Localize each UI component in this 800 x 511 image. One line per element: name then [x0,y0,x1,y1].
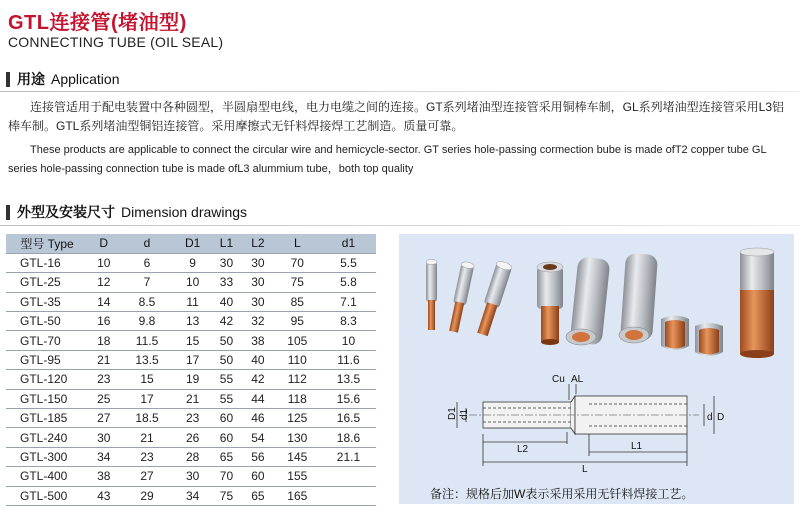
value-cell: 40 [211,292,242,311]
value-cell: 85 [274,292,321,311]
table-header-row [6,234,376,253]
product-illustration-panel [399,234,794,504]
tube-small-1 [426,260,437,331]
value-cell: 40 [242,350,273,369]
model-cell: GTL-50 [6,312,88,331]
application-heading-en: Application [51,71,120,87]
value-cell: 17 [175,350,211,369]
value-cell: 30 [242,273,273,292]
model-cell: GTL-95 [6,350,88,369]
table-row [6,273,376,292]
dimension-heading-en: Dimension drawings [121,204,248,220]
column-header: d1 [321,234,376,253]
page-title: GTL连接管(堵油型) [8,12,187,34]
label-al: AL [571,374,584,385]
value-cell: 42 [211,312,242,331]
value-cell: 155 [274,467,321,486]
value-cell: 12 [88,273,119,292]
value-cell: 55 [211,389,242,408]
value-cell: 43 [88,486,119,505]
section-marker [6,72,10,87]
value-cell: 30 [211,253,242,272]
value-cell: 17 [119,389,174,408]
value-cell: 21 [175,389,211,408]
dimension-heading [6,202,794,222]
value-cell: 145 [274,447,321,466]
table-row [6,428,376,447]
value-cell: 10 [175,273,211,292]
model-cell: GTL-150 [6,389,88,408]
value-cell: 54 [242,428,273,447]
value-cell: 15 [119,370,174,389]
value-cell: 13 [175,312,211,331]
value-cell: 70 [211,467,242,486]
label-d1-outer: D1 [447,407,458,420]
tube-half-cut-1 [661,316,689,351]
model-cell: GTL-35 [6,292,88,311]
value-cell: 10 [88,253,119,272]
value-cell: 18.5 [119,409,174,428]
model-cell: GTL-500 [6,486,88,505]
dimension-table [6,234,376,506]
table-row [6,331,376,350]
value-cell: 13.5 [119,350,174,369]
value-cell: 18 [88,331,119,350]
value-cell: 11.5 [119,331,174,350]
application-text-en: These products are applicable to connect the circular wire and hemicycle-sector. GT series hole-passing cormection bube is made ofT2 copper tube GL series hole-passing connection tube is made ofL3 alummium tube，both top quality [8,144,767,175]
table-body [6,253,376,505]
table-row [6,350,376,369]
divider [0,91,800,92]
value-cell: 30 [242,292,273,311]
application-heading-cn: 用途 [17,71,45,87]
model-cell: GTL-300 [6,447,88,466]
value-cell: 105 [274,331,321,350]
value-cell: 19 [175,370,211,389]
value-cell: 16 [88,312,119,331]
table-row [6,253,376,272]
value-cell: 21 [88,350,119,369]
application-text-cn: 连接管适用于配电装置中各种圆型，半圆扇型电线，电力电缆之间的连接。GT系列堵油型连接管采用铜棒车制，GL系列堵油型连接管采用L3铝棒车制。GTL系列堵油型铜铝连接管。采用摩擦式无钎料焊接焊工艺制造。质量可靠。 [8,100,785,133]
value-cell: 30 [175,467,211,486]
value-cell [321,467,376,486]
value-cell: 11 [175,292,211,311]
value-cell: 56 [242,447,273,466]
value-cell: 46 [242,409,273,428]
page-subtitle: CONNECTING TUBE (OIL SEAL) [8,34,224,50]
value-cell: 65 [211,447,242,466]
table-row [6,409,376,428]
model-cell: GTL-120 [6,370,88,389]
value-cell: 11.6 [321,350,376,369]
footnote: 备注：规格后加W表示采用采用无钎料焊接工艺。 [430,487,694,501]
value-cell: 21.1 [321,447,376,466]
column-header: L2 [242,234,273,253]
value-cell: 5.5 [321,253,376,272]
dimension-heading-cn: 外型及安装尺寸 [17,204,115,220]
value-cell: 26 [175,428,211,447]
value-cell: 55 [211,370,242,389]
label-cu: Cu [552,374,565,385]
value-cell: 13.5 [321,370,376,389]
value-cell: 34 [175,486,211,505]
value-cell: 9 [175,253,211,272]
value-cell: 23 [119,447,174,466]
column-header: 型号 Type [6,234,88,253]
value-cell: 38 [242,331,273,350]
value-cell: 75 [274,273,321,292]
label-l1: L1 [631,441,643,452]
table-row [6,467,376,486]
value-cell: 18.6 [321,428,376,447]
value-cell: 38 [88,467,119,486]
value-cell: 60 [211,409,242,428]
section-marker [6,205,10,220]
value-cell: 30 [242,253,273,272]
tube-small-2 [447,261,474,333]
label-d-inner: d [707,412,713,423]
value-cell: 32 [242,312,273,331]
value-cell: 110 [274,350,321,369]
model-cell: GTL-16 [6,253,88,272]
value-cell: 6 [119,253,174,272]
value-cell: 23 [88,370,119,389]
model-cell: GTL-70 [6,331,88,350]
value-cell: 29 [119,486,174,505]
value-cell: 70 [274,253,321,272]
value-cell: 10 [321,331,376,350]
value-cell: 112 [274,370,321,389]
value-cell: 130 [274,428,321,447]
model-cell: GTL-25 [6,273,88,292]
model-cell: GTL-185 [6,409,88,428]
value-cell: 60 [211,428,242,447]
value-cell: 16.5 [321,409,376,428]
tube-medium-cutaway [537,262,563,345]
value-cell: 15.6 [321,389,376,408]
value-cell: 60 [242,467,273,486]
model-cell: GTL-240 [6,428,88,447]
value-cell: 50 [211,331,242,350]
value-cell: 118 [274,389,321,408]
value-cell: 23 [175,409,211,428]
value-cell: 42 [242,370,273,389]
table-row [6,370,376,389]
value-cell: 125 [274,409,321,428]
table-row [6,389,376,408]
value-cell: 165 [274,486,321,505]
table-row [6,312,376,331]
column-header: d [119,234,174,253]
tube-large-bimetal [740,248,774,358]
application-heading [6,69,794,89]
value-cell: 14 [88,292,119,311]
label-l: L [582,464,588,475]
value-cell [321,486,376,505]
column-header: L1 [211,234,242,253]
column-header: D1 [175,234,211,253]
value-cell: 15 [175,331,211,350]
value-cell: 65 [242,486,273,505]
value-cell: 33 [211,273,242,292]
value-cell: 9.8 [119,312,174,331]
value-cell: 8.3 [321,312,376,331]
tube-small-3 [474,260,513,337]
table-row [6,486,376,505]
value-cell: 95 [274,312,321,331]
value-cell: 50 [211,350,242,369]
value-cell: 75 [211,486,242,505]
value-cell: 7.1 [321,292,376,311]
value-cell: 27 [88,409,119,428]
model-cell: GTL-400 [6,467,88,486]
label-d-outer: D [717,412,725,423]
column-header: L [274,234,321,253]
value-cell: 44 [242,389,273,408]
value-cell: 21 [119,428,174,447]
label-l2: L2 [517,444,529,455]
divider [0,225,800,226]
tube-large-2 [619,253,658,343]
tube-half-cut-2 [695,323,723,356]
value-cell: 27 [119,467,174,486]
product-illustration [399,234,794,504]
table-row [6,447,376,466]
label-d1-inner: d1 [459,408,470,420]
value-cell: 30 [88,428,119,447]
value-cell: 8.5 [119,292,174,311]
column-header: D [88,234,119,253]
value-cell: 28 [175,447,211,466]
value-cell: 25 [88,389,119,408]
value-cell: 34 [88,447,119,466]
dimension-drawing [457,384,714,466]
table-row [6,292,376,311]
tube-large-1 [566,257,610,346]
value-cell: 7 [119,273,174,292]
value-cell: 5.8 [321,273,376,292]
